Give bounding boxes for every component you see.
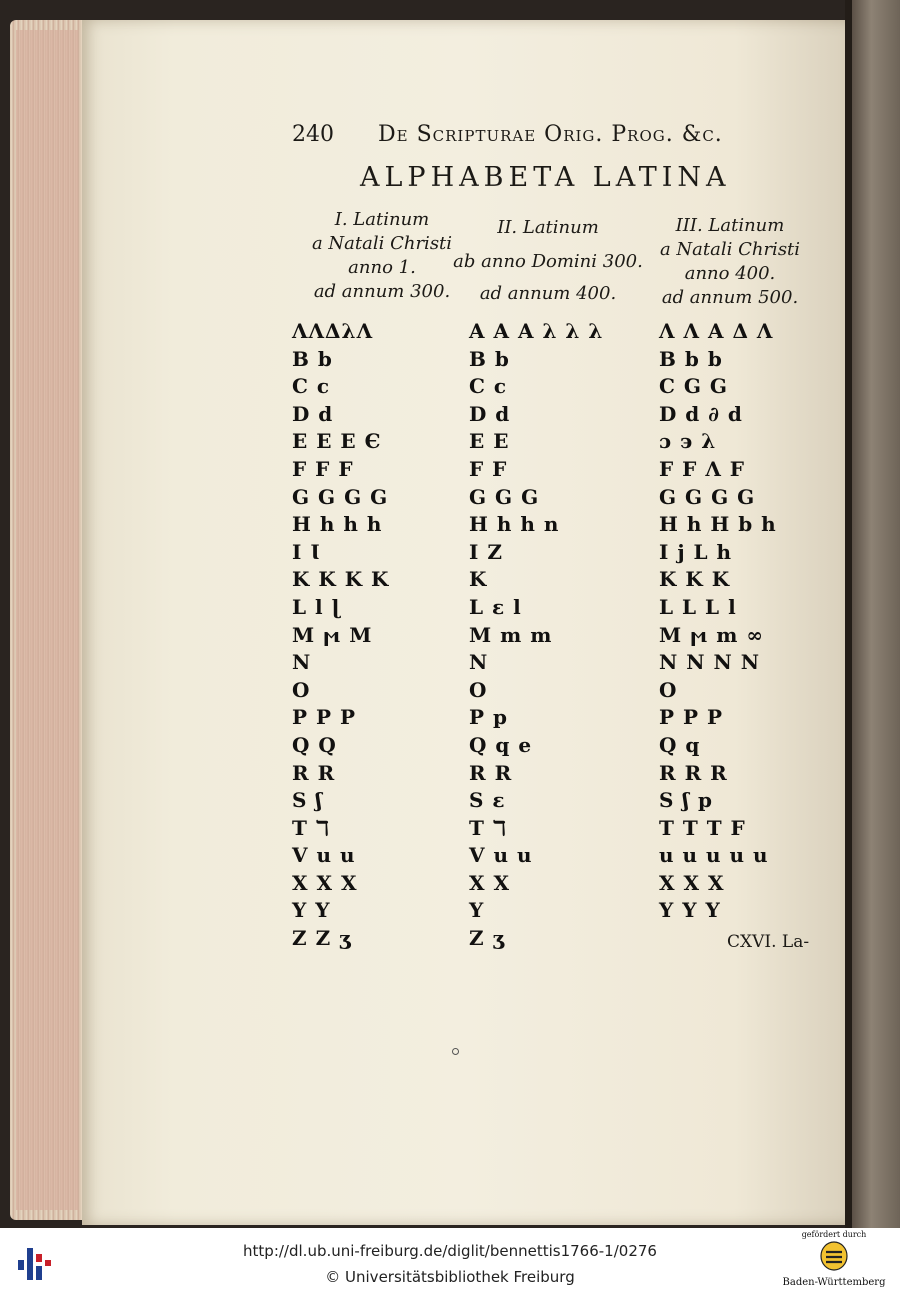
letter-row: M m m [469, 622, 553, 647]
heading-line: ad annum 300. [313, 281, 451, 302]
letter-row: Q q e [469, 732, 533, 757]
letter-row: D d ∂ d [659, 401, 743, 426]
letter-row: X X X [292, 870, 358, 895]
page-title: ALPHABETA LATINA [360, 162, 731, 193]
letter-row: Y Y Y [659, 898, 721, 923]
letter-row: Y [469, 898, 485, 923]
sponsor-label: gefördert durch [801, 1230, 867, 1239]
letter-row: L ɛ l [469, 594, 522, 619]
letter-row: V u u [469, 843, 533, 868]
letter-row: B b [292, 346, 333, 371]
letter-row: S ɛ [469, 788, 506, 813]
letter-row: T T T F [659, 815, 746, 840]
letter-row: T ℸ [469, 815, 507, 840]
letter-row: F F Λ F [659, 456, 746, 481]
alphabet-column-1 [292, 318, 389, 953]
letter-row: N [292, 650, 312, 675]
letter-row: I Z [469, 539, 503, 564]
letter-row: M ϻ m ∞ [659, 622, 765, 647]
letter-row: K [469, 567, 488, 592]
sponsor-state: Baden-Württemberg [782, 1277, 886, 1288]
facing-page-edge [852, 0, 900, 1228]
alphabet-column-2 [469, 318, 603, 953]
footer-bar [0, 1228, 900, 1292]
letter-row: I Ɩ [292, 539, 321, 564]
letter-row: O [292, 677, 311, 702]
letter-row: B b [469, 346, 510, 371]
letter-row: ΛΛΔλΛ [292, 319, 374, 343]
column-heading-2 [448, 216, 648, 306]
letter-row: Q Q [292, 732, 337, 757]
letter-row: S ʃ [292, 788, 324, 813]
heading-line: a Natali Christi [311, 233, 453, 254]
letter-row: Q q [659, 732, 701, 757]
letter-row: K K K K [292, 567, 390, 592]
catchword: CXVI. La- [727, 932, 810, 952]
heading-line: anno 400. [684, 263, 776, 284]
letter-row: R R [292, 760, 336, 785]
permalink-url[interactable]: http://dl.ub.uni-freiburg.de/diglit/bennettis1766-1/0276 [243, 1242, 657, 1260]
letter-row: O [469, 677, 488, 702]
heading-line: I. Latinum [334, 209, 430, 230]
heading-line: II. Latinum [497, 217, 599, 238]
page-number: 240 [292, 122, 334, 147]
heading-line: III. Latinum [675, 215, 785, 236]
letter-row: L L L l [659, 594, 737, 619]
letter-row: G G G G [659, 484, 756, 509]
state-crest-icon [819, 1241, 849, 1271]
letter-row: I j L h [659, 539, 733, 564]
letter-row: K K K [659, 567, 731, 592]
heading-line: anno 1. [348, 257, 416, 278]
page-edges-red [16, 30, 78, 1210]
heading-line: ad annum 400. [479, 283, 617, 304]
running-title: De Scripturae Orig. Prog. &c. [378, 122, 723, 147]
alphabet-column-3 [659, 318, 777, 953]
letter-row: L l ɭ [292, 594, 341, 619]
letter-row: H h H b h [659, 512, 777, 537]
letter-row: T ℸ [292, 815, 330, 840]
heading-line: ad annum 500. [661, 287, 799, 308]
letter-row: ɔ ϶ λ [659, 429, 717, 454]
letter-row: E E [469, 429, 510, 454]
letter-row: G G G [469, 484, 540, 509]
letter-row: C G G [659, 374, 729, 399]
letter-row: P P P [659, 705, 724, 730]
letter-row: Z Z ʒ [292, 926, 352, 951]
sponsor-block [776, 1230, 892, 1288]
letter-row: F F [469, 456, 508, 481]
letter-row: F F F [292, 456, 354, 481]
letter-row: D d [292, 401, 334, 426]
letter-row: E E E Є [292, 429, 382, 454]
letter-row: u u u u u [659, 843, 769, 868]
letter-row: X X X [659, 870, 725, 895]
letter-row: X X [469, 870, 510, 895]
letter-row: M ϻ M [292, 622, 373, 647]
letter-row: Λ Λ A Δ Λ [659, 319, 774, 343]
heading-line: ab anno Domini 300. [453, 251, 643, 272]
letter-row: A A A λ λ λ [469, 319, 604, 343]
letter-row: P p [469, 705, 508, 730]
column-heading-3 [630, 214, 830, 310]
letter-row: Z ʒ [469, 926, 505, 951]
page-mark [452, 1048, 459, 1055]
copyright-text: © Universitätsbibliothek Freiburg [325, 1268, 575, 1286]
letter-row: G G G G [292, 484, 389, 509]
letter-row: V u u [292, 843, 356, 868]
letter-row: C c [469, 374, 508, 399]
letter-row: H h h h [292, 512, 383, 537]
letter-row: D d [469, 401, 511, 426]
letter-row: H h h n [469, 512, 560, 537]
letter-row: R R R [659, 760, 728, 785]
letter-row: C c [292, 374, 331, 399]
letter-row: P P P [292, 705, 357, 730]
letter-row: N N N N [659, 650, 761, 675]
letter-row: Y Y [292, 898, 331, 923]
letter-row: O [659, 677, 678, 702]
letter-row: N [469, 650, 489, 675]
running-header [0, 122, 900, 156]
letter-row: R R [469, 760, 513, 785]
heading-line: a Natali Christi [659, 239, 801, 260]
letter-row: S ʃ p [659, 788, 713, 813]
letter-row: B b b [659, 346, 723, 371]
